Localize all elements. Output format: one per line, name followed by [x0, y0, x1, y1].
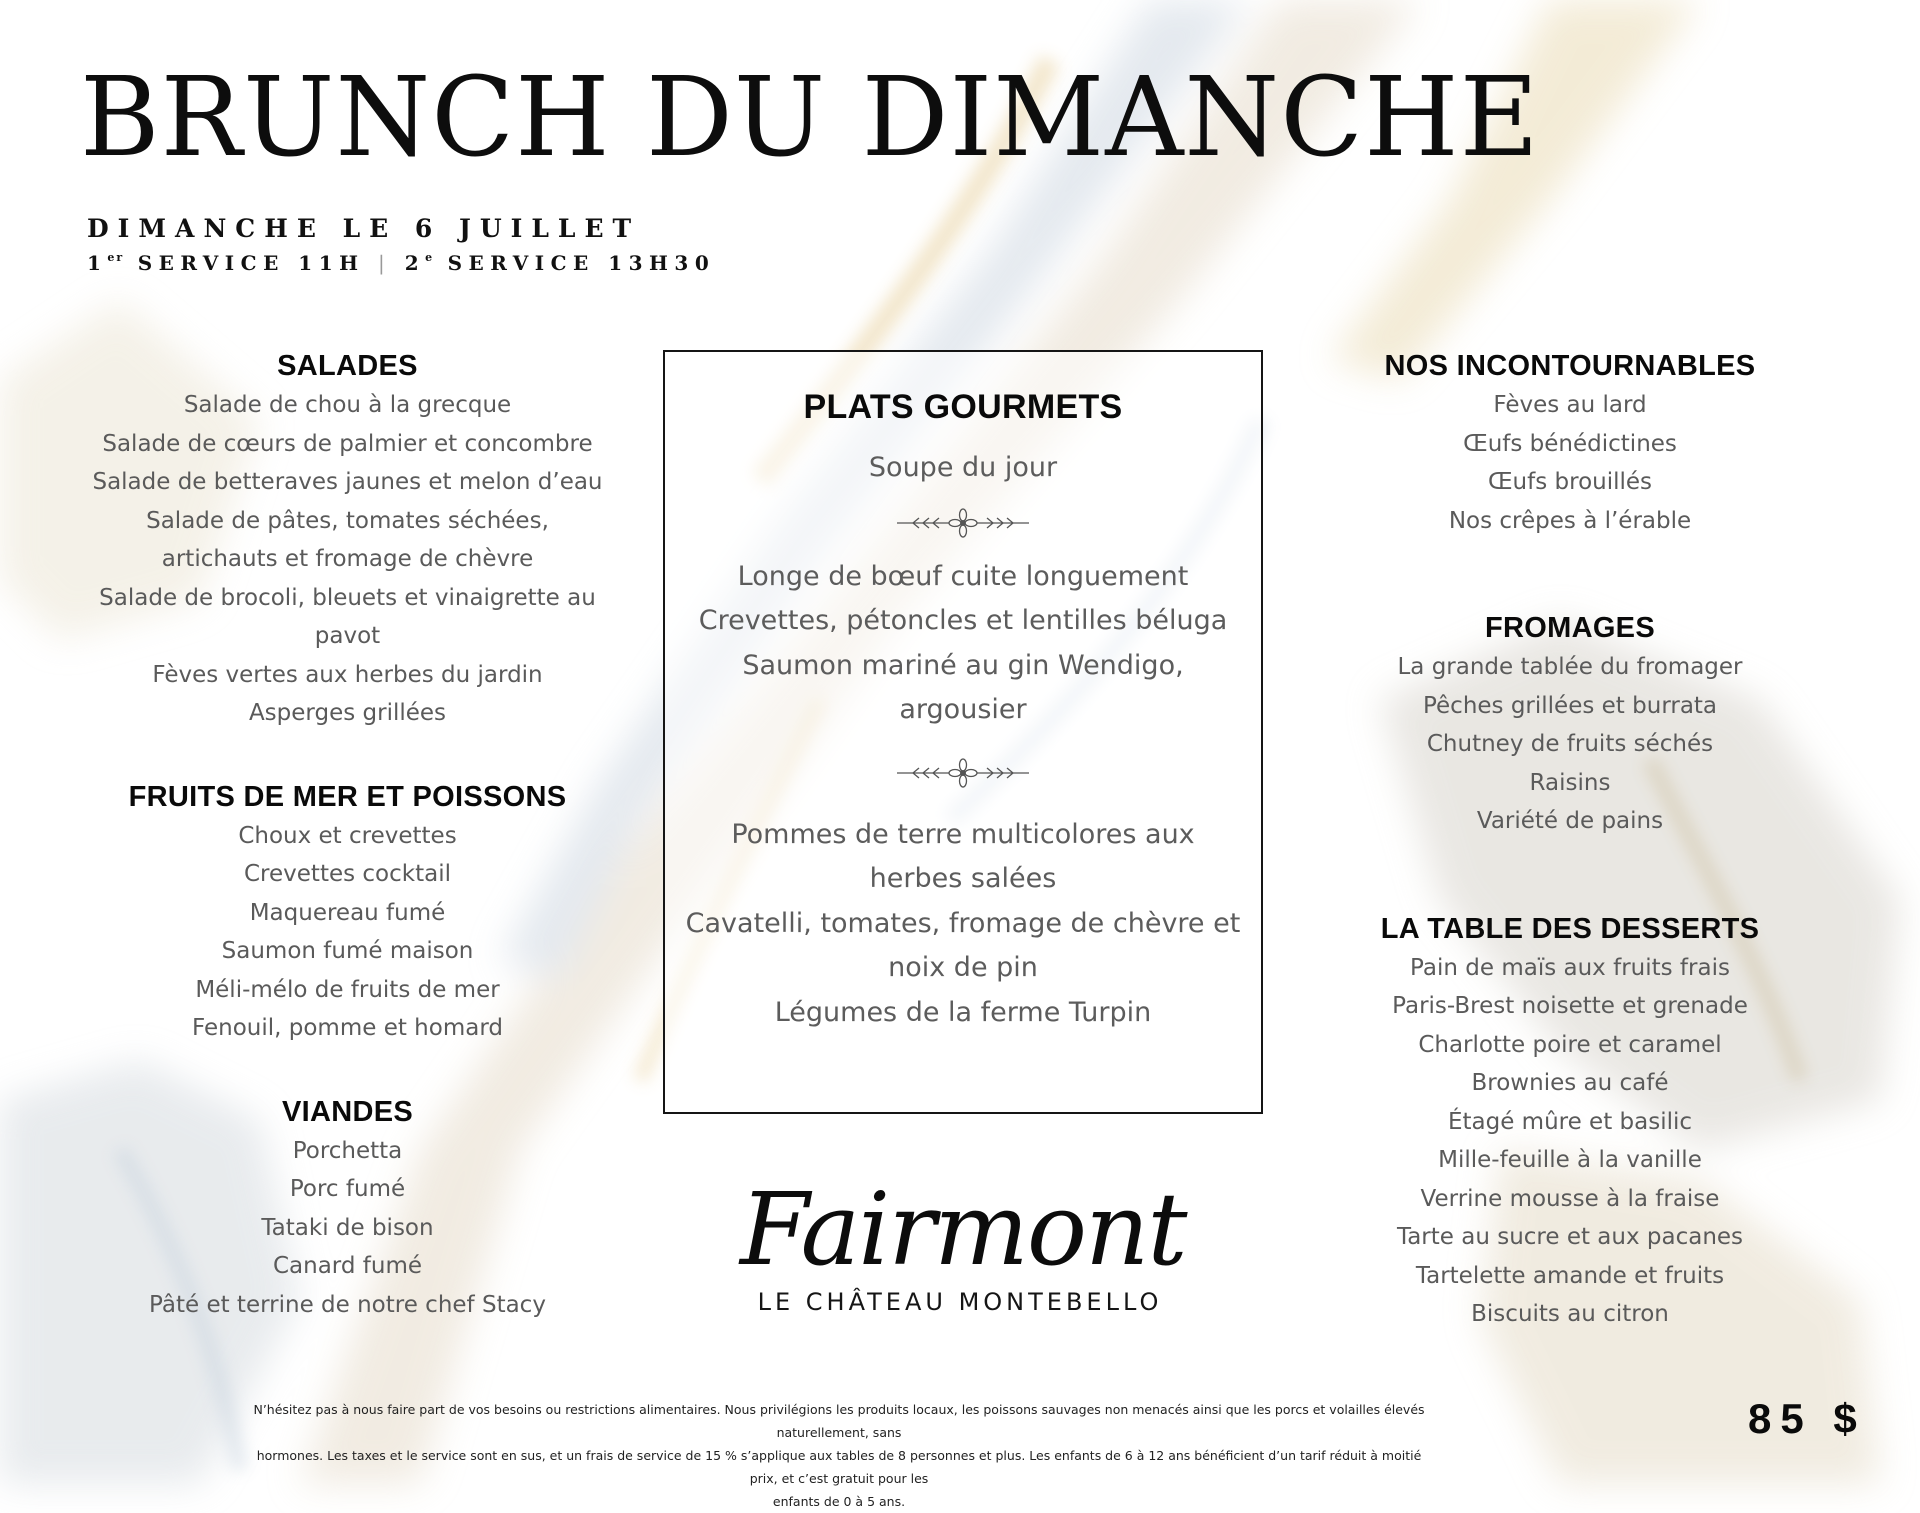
item-list	[75, 1132, 620, 1325]
gourmet-box	[663, 350, 1263, 1114]
section-title: SALADES	[277, 350, 418, 382]
menu-item: Choux et crevettes	[238, 822, 457, 849]
page-title: BRUNCH DU DIMANCHE	[80, 53, 1540, 181]
price: 85 $	[1748, 1395, 1866, 1442]
gourmet-group-2	[665, 555, 1261, 733]
menu-item: Mille-feuille à la vanille	[1438, 1147, 1702, 1173]
section-title: LA TABLE DES DESSERTS	[1380, 912, 1760, 945]
menu-item: Saumon fumé maison	[221, 938, 474, 964]
item-list	[1340, 949, 1800, 1334]
section-fromages	[1340, 608, 1800, 841]
service-times	[87, 251, 715, 275]
menu-item: Charlotte poire et caramel	[1418, 1031, 1722, 1058]
service-2-ordinal: e	[425, 251, 435, 264]
gourmet-group-3	[665, 813, 1261, 1036]
menu-item: Chutney de fruits séchés	[1426, 731, 1714, 757]
menu-item: Tartelette amande et fruits	[1415, 1262, 1725, 1289]
menu-item: Salade de cœurs de palmier et concombre	[102, 430, 593, 457]
menu-item: Méli-mélo de fruits de mer	[195, 976, 500, 1003]
menu-item: Paris-Brest noisette et grenade	[1392, 993, 1748, 1019]
menu-item: Maquereau fumé	[249, 899, 446, 926]
menu-item: argousier	[899, 694, 1027, 725]
menu-item: Fenouil, pomme et homard	[192, 1015, 503, 1041]
footnote-line: N’hésitez pas à nous faire part de vos besoins ou restrictions alimentaires. Nous privilégions les produits locaux, les poissons sauvages non menacés ainsi que les porcs et volailles élevés naturellement, sans	[253, 1402, 1425, 1440]
menu-item: Œufs brouillés	[1487, 469, 1653, 495]
menu-item: Soupe du jour	[868, 452, 1058, 483]
section-incontournables	[1340, 346, 1800, 540]
menu-item: Pêches grillées et burrata	[1422, 692, 1718, 719]
section-desserts	[1340, 909, 1800, 1334]
ornament-divider-icon	[893, 505, 1033, 541]
left-menu-column	[75, 346, 620, 1324]
menu-item: Fèves vertes aux herbes du jardin	[152, 661, 543, 688]
service-1-text: SERVICE 11H	[137, 251, 365, 275]
menu-item: Salade de betteraves jaunes et melon d’eau	[92, 469, 603, 495]
menu-item: Nos crêpes à l’érable	[1448, 507, 1692, 534]
menu-item: Crevettes cocktail	[244, 861, 451, 887]
menu-item: Biscuits au citron	[1471, 1301, 1669, 1327]
menu-item: Cavatelli, tomates, fromage de chèvre et	[685, 907, 1241, 939]
menu-item: La grande tablée du fromager	[1397, 654, 1743, 680]
menu-item: Raisins	[1529, 769, 1611, 796]
menu-item: artichauts et fromage de chèvre	[161, 546, 534, 572]
menu-item: Brownies au café	[1471, 1070, 1669, 1096]
menu-item: Verrine mousse à la fraise	[1420, 1185, 1720, 1212]
menu-item: Tarte au sucre et aux pacanes	[1396, 1224, 1744, 1250]
menu-item: Canard fumé	[272, 1253, 423, 1279]
section-title: FRUITS DE MER ET POISSONS	[128, 780, 567, 813]
menu-item: Asperges grillées	[248, 700, 447, 726]
menu-item: Étagé mûre et basilic	[1447, 1108, 1693, 1135]
menu-item: pavot	[314, 623, 381, 649]
footnote-line: enfants de 0 à 5 ans.	[772, 1494, 906, 1509]
section-fruits-de-mer	[75, 777, 620, 1048]
footnote	[250, 1398, 1428, 1513]
menu-item: Pain de maïs aux fruits frais	[1410, 954, 1730, 981]
menu-item: Tataki de bison	[261, 1214, 434, 1241]
service-1-ordinal: er	[107, 251, 125, 264]
menu-item: Saumon mariné au gin Wendigo,	[742, 649, 1184, 681]
fairmont-logo	[740, 1171, 1186, 1316]
logo-wordmark: Fairmont	[740, 1171, 1186, 1288]
menu-item: Salade de chou à la grecque	[183, 392, 512, 418]
logo-subtitle: LE CHÂTEAU MONTEBELLO	[757, 1288, 1163, 1316]
menu-item: Pommes de terre multicolores aux	[731, 818, 1195, 850]
menu-item: noix de pin	[888, 952, 1038, 983]
menu-item: Variété de pains	[1476, 808, 1664, 834]
menu-item: Fèves au lard	[1493, 392, 1647, 418]
gourmet-title: PLATS GOURMETS	[803, 388, 1123, 426]
right-menu-column	[1340, 346, 1800, 1334]
menu-item: herbes salées	[869, 863, 1057, 894]
menu-item: Salade de pâtes, tomates séchées,	[146, 507, 549, 534]
footnote-line: hormones. Les taxes et le service sont en sus, et un frais de service de 15 % s’applique aux tables de 8 personnes et plus. Les enfants de 6 à 12 ans bénéficient d’un tarif réduit à moitié prix, et c’est gratuit pour les	[256, 1448, 1422, 1486]
service-2-number: 2	[404, 251, 426, 275]
item-list	[75, 817, 620, 1048]
section-viandes	[75, 1092, 620, 1325]
menu-item: Longe de bœuf cuite longuement	[737, 560, 1189, 592]
section-title: FROMAGES	[1485, 612, 1655, 644]
ornament-divider-icon	[893, 755, 1033, 791]
menu-item: Porchetta	[292, 1137, 403, 1164]
service-2-text: SERVICE 13H30	[447, 251, 716, 275]
item-list	[1340, 386, 1800, 540]
menu-item: Œufs bénédictines	[1463, 430, 1677, 457]
item-list	[75, 386, 620, 733]
menu-item: Crevettes, pétoncles et lentilles béluga	[698, 605, 1228, 636]
section-title: VIANDES	[281, 1095, 413, 1128]
gourmet-group-1	[665, 446, 1261, 491]
menu-item: Porc fumé	[289, 1176, 406, 1202]
section-title: NOS INCONTOURNABLES	[1384, 350, 1756, 382]
service-1-number: 1	[87, 251, 108, 275]
menu-item: Salade de brocoli, bleuets et vinaigrette au	[99, 584, 596, 611]
section-salades	[75, 346, 620, 733]
menu-item: Légumes de la ferme Turpin	[774, 996, 1152, 1028]
event-date: DIMANCHE LE 6 JUILLET	[87, 214, 641, 243]
service-separator: |	[377, 251, 392, 275]
item-list	[1340, 648, 1800, 841]
menu-item: Pâté et terrine de notre chef Stacy	[149, 1291, 546, 1318]
